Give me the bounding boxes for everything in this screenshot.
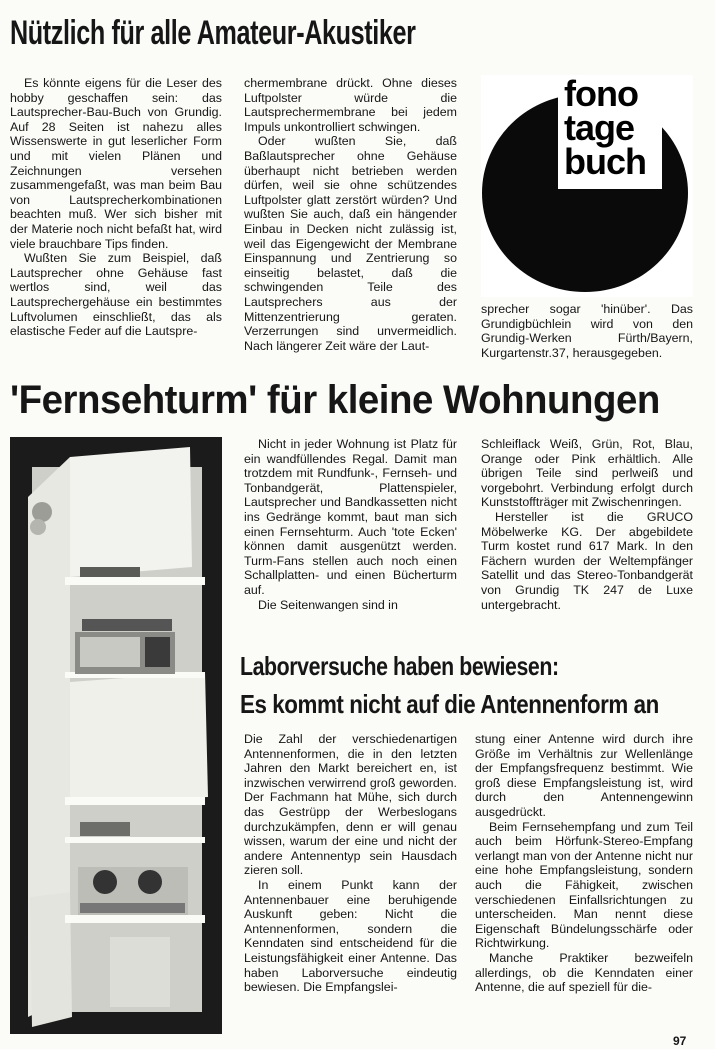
article1-col2-para-2: Oder wußten Sie, daß Baßlautsprecher ohne Gehäuse überhaupt nicht betrieben werden dürfen, weil sie ohne schützendes Luftpolster glatt zerstört würden? Und wußten Sie auch, daß ein hängender Einbau in Decken nicht zulässig ist, weil das Eigengewicht der Membrane Einspannung und Zentrierung so einseitig belastet, daß die schwingenden Teile des Lautsprechers aus der Mittenzentrierung geraten. Verzerrungen sind unvermeidlich. Nach längerer Zeit wäre der Laut-	[244, 134, 457, 353]
article3-column-1	[244, 732, 457, 995]
article3-col1-para-1: Die Zahl der verschiedenartigen Antennenformen, die in den letzten Jahren den Markt bereichert en, ist inzwischen verwirrend groß geworden. Der Fachmann hat Mühe, sich durch das Gestrüpp der Werbeslogans durchzukämpfen, denn er will genau wissen, warum der eine und nicht der andere Antennentyp sein Hausdach zieren soll.	[244, 732, 457, 878]
article3-headline-line-1: Laborversuche haben bewiesen:	[240, 651, 559, 681]
article1-col1-para-1: Es könnte eigens für die Leser des hobby geschaffen sein: das Lautsprecher-Bau-Buch von Grundig. Auf 28 Seiten ist nahezu alles Wissenswerte in gut leserlicher Form und mit vielen Plänen und Zeichnungen versehen zusammengefaßt, was man beim Bau von Lautsprecherkombinationen beachten muß. Wer sich bisher mit der Materie noch nicht befaßt hat, wird viele brauchbare Tips finden.	[10, 76, 222, 251]
article2-col2-para-1: Schleiflack Weiß, Grün, Rot, Blau, Orange oder Pink erhältlich. Alle übrigen Teile sind perlweiß und vorgebohrt. Verbindung erfolgt durch Kunststoffträger mit Zwischenringen.	[481, 437, 693, 510]
article3-col2-para-3: Manche Praktiker bezweifeln allerdings, ob die Kenndaten einer Antenne, die auf speziell für die-	[475, 950, 693, 995]
article3-col2-para-1: stung einer Antenne wird durch ihre Größe im Verhältnis zur Wellenlänge der Empfangsfrequenz bestimmt. Wie groß diese Empfangsleistung ist, wird durch den Antennengewinn ausgedrückt.	[475, 732, 693, 819]
article2-column-2	[481, 437, 693, 612]
article1-column-2	[244, 76, 457, 353]
article1-column-3	[481, 302, 693, 360]
article1-column-1	[10, 76, 222, 339]
article2-col2-para-2: Hersteller ist die GRUCO Möbelwerke KG. Der abgebildete Turm kostet rund 617 Mark. In den Fächern wurden der Weltempfänger Satellit und das Stereo-Tonbandgerät von Grundig TK 247 de Luxe untergebracht.	[481, 509, 693, 612]
article2-col1-para-1: Nicht in jeder Wohnung ist Platz für ein wandfüllendes Regal. Damit man trotzdem mit Rundfunk-, Fernseh- und Tonbandgerät, Plattenspieler, Lautsprecher und Bandkassetten nicht ins Gedränge kommt, baut man sich einen Fernsehturm. Auch 'tote Ecken' können damit ausgenützt werden. Turm-Fans stellen auch noch einen Schallplatten- und einen Bücherturm auf.	[244, 437, 457, 597]
article1-col3-para-1: sprecher sogar 'hinüber'. Das Grundigbüchlein wird von den Grundig-Werken Fürth/Bayern, Kurgartenstr.37, herausgegeben.	[481, 302, 693, 360]
article3-col1-para-2: In einem Punkt kann der Antennenbauer eine beruhigende Auskunft geben: Nicht die Antennenformen, sondern die Kenndaten sind entscheidend für die Leistungsfähigkeit einer Antenne. Das haben Laborversuche eindeutig bewiesen. Die Empfangslei-	[244, 877, 457, 995]
page-number: 97	[673, 1034, 687, 1048]
article3-col2-para-2: Beim Fernsehempfang und zum Teil auch beim Hörfunk-Stereo-Empfang verlangt man von der Antenne nicht nur eine hohe Empfangsleistung, sondern auch die Fähigkeit, zwischen verschiedenen Einfallsrichtungen zu unterscheiden. Man nennt diese Eigenschaft Bündelungsschärfe oder Richtwirkung.	[475, 819, 693, 951]
article3-headline-line-2: Es kommt nicht auf die Antennenform an	[240, 689, 659, 719]
logo-line-2: tage	[564, 107, 635, 148]
logo-line-3: buch	[564, 141, 646, 182]
article2-col1-para-2: Die Seitenwangen sind in	[258, 597, 398, 612]
logo-line-1: fono	[564, 73, 638, 114]
logo-text	[558, 73, 662, 189]
article2-headline: 'Fernsehturm' für kleine Wohnungen	[10, 378, 660, 422]
article1-headline: Nützlich für alle Amateur-Akustiker	[10, 14, 416, 52]
article1-headline-wrap	[0, 0, 480, 60]
article3-column-2	[475, 732, 693, 995]
article2-column-1	[244, 437, 457, 612]
article1-col2-para-1: chermembrane drückt. Ohne dieses Luftpolster würde die Lautsprechermembrane bei jedem Impuls unkontrolliert schwingen.	[244, 76, 457, 134]
tv-tower-shelf-photo	[10, 437, 222, 1034]
article1-col1-para-2: Wußten Sie zum Beispiel, daß Lautsprecher ohne Gehäuse fast wertlos sind, weil das Lautsprechergehäuse ein bestimmtes Luftvolumen einschließt, das als elastische Feder auf die Lautspre-	[10, 251, 222, 339]
